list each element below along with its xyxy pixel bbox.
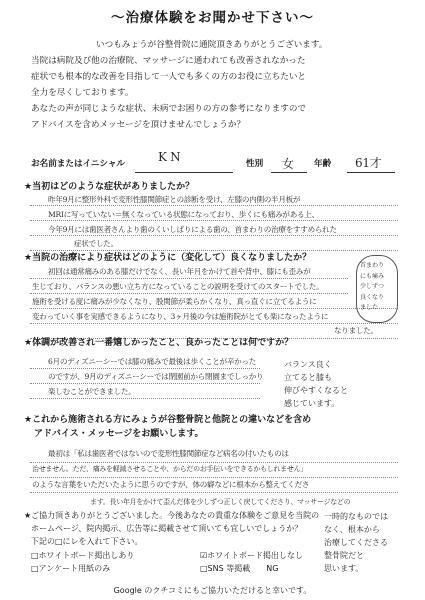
side-note: 一時的なものでは なく、根本から 治療してくださる 整骨院だと 思います。 bbox=[324, 512, 388, 573]
answer-line: のですが、9月のディズニーシーでは閉園前から閉園までしっかり bbox=[48, 372, 264, 381]
age-label: 年齢 bbox=[314, 159, 332, 169]
consent-option[interactable]: ☑ホワイトボード掲出しなし bbox=[200, 551, 303, 560]
name-label: お名前またはイニシャル bbox=[31, 159, 126, 169]
sex-label: 性別 bbox=[246, 159, 264, 169]
consent-option[interactable]: □アンケート用紙のみ bbox=[31, 564, 111, 573]
age-value: 61才 bbox=[355, 156, 382, 170]
answer-line: 治せません。ただ、痛みを軽減させることや、からだのお手伝いをできるかもしれません」 bbox=[32, 465, 307, 473]
consent-text: 下記の□にレを入れて下さい。 bbox=[31, 537, 143, 546]
intro-line: 症状でも根本的な改善を目指して一人でも多くの方のお役に立ちたいと bbox=[31, 72, 307, 82]
question-label: ★体調が改善され一番嬉しかったこと、良かったことは何ですか？ bbox=[24, 338, 294, 348]
answer-line: なりました。 bbox=[334, 326, 378, 335]
answer-line: 変わっていく事を実感できるようになり、3ヶ月後の今は施術院がとても楽になったように bbox=[32, 312, 329, 321]
answer-line: のような言葉をいただいたように思うのですが、体の癖などに根本から整えてくださ bbox=[32, 480, 310, 489]
answer-line: 生じており、バランスの悪い立ち方になっていることの説明を受けてのスタートでした。 bbox=[32, 282, 324, 291]
footer-note: Google のクチコミにもご協力いただけると幸いです。 bbox=[113, 586, 312, 595]
question-label: ★当初はどのような症状がありましたか？ bbox=[24, 182, 195, 192]
answer-line: 6月のディズニーシーでは膝の痛みで最後は歩くことが辛かった bbox=[48, 357, 256, 366]
question-label: ★当院の治療により症状はどのように（変化して）良くなりましたか？ bbox=[24, 253, 312, 263]
answer-line: 施術を受ける度に痛みが少なくなり、股関節が柔らかくなり、真っ直ぐに立てるように bbox=[32, 297, 317, 306]
question-label: アドバイス・メッセージをお願いします。 bbox=[34, 429, 204, 439]
consent-option[interactable]: □ホワイトボード掲出しあり bbox=[31, 551, 135, 560]
intro-line: 全力を尽くしております。 bbox=[31, 88, 134, 98]
answer-line: 最初は「私は歯医者ではないので変形性膝関節症など病名の付いたものは bbox=[48, 449, 289, 458]
answer-line: MRIに写っていない＝無くなっている状態になっており、歩くにも痛みがある上、 bbox=[48, 210, 319, 219]
intro-line: あなたの声が同じような症状、未病でお困りの方の参考になりますので bbox=[31, 104, 307, 114]
side-note: 首まわり にも痛み 少しずつ 良くなり ました bbox=[360, 262, 385, 311]
intro-line: 当院は病院及び他の治療院、マッサージに通われても改善されなかった bbox=[31, 56, 306, 66]
answer-line: 初回は通常痛みのある膝だけでなく、長い年月をかけて首や背中、膝にも歪みが bbox=[48, 267, 311, 276]
consent-text: ★ご協力頂きありがとうございました。今後あなたの貴重な体験をご意見を当院の bbox=[24, 511, 320, 520]
answer-line: 症状でした。 bbox=[74, 239, 118, 248]
consent-text: ホームページ、院内掲示、広告等に掲載させて頂いても宜しいでしょうか？ bbox=[31, 524, 303, 533]
page-title: ～治療体験をお聞かせ下さい～ bbox=[111, 10, 314, 26]
intro-line: アドバイスを含めメッセージを頂けませんでしょうか？ bbox=[31, 120, 246, 130]
answer-line: ます。長い年月をかけて歪んだ体を少しずつ正しく戻してくださり、マッサージなどの bbox=[90, 498, 351, 506]
answer-line: 昨年9月に整形外科で変形性膝関節症との診断を受け、左膝の内側の半月板が bbox=[48, 195, 301, 204]
question-label: ★これから施術される方にみょうが谷整骨院と他院との違いなどを含め bbox=[24, 415, 312, 425]
consent-option[interactable]: □SNS 等掲載 NG bbox=[200, 564, 279, 573]
answer-line: 楽しむことができました。 bbox=[48, 387, 136, 396]
side-note: バランス良く 立てると膝も 伸びやすくなると 感じています。 bbox=[284, 360, 348, 408]
answer-line: 今年9月には歯医者さんより歯のくいしばりによる歯の、首まわりの治療をすすめられた bbox=[48, 225, 337, 234]
intro-line: いつもみょうが谷整骨院に通院頂きありがとうございます。 bbox=[96, 40, 328, 50]
sex-value: 女 bbox=[282, 157, 294, 171]
name-value: K N bbox=[158, 150, 181, 164]
